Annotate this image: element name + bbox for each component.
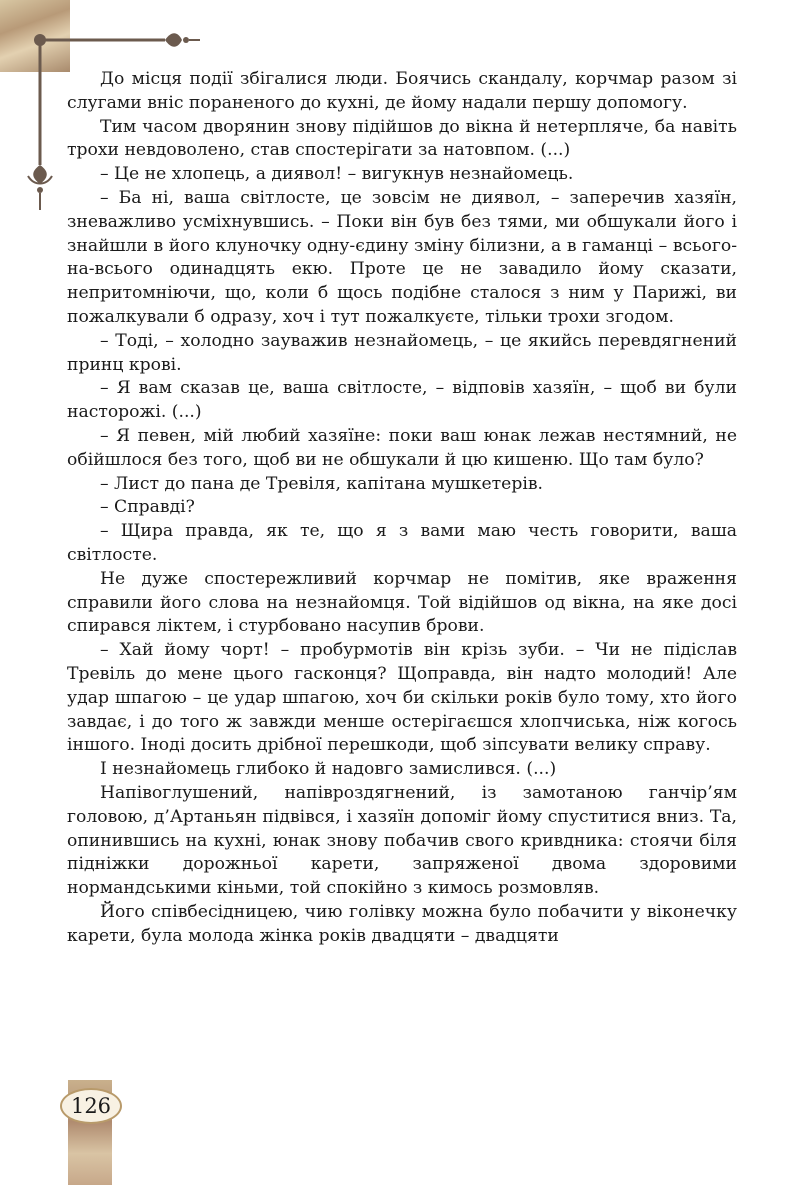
paragraph: – Ба ні, ваша світлосте, це зовсім не диявол, – заперечив хазяїн, зневажливо усміхнувшись. – Поки він був без тями, ми обшукали його і знайшли в його клуночку одну-єдину зміну білизни, а в гаманці – всього-на-всього одинадцять екю. Проте це не завадило йому сказати, непритомніючи, що, коли б щось подібне сталося з ним у Парижі, ви пожалкували б одразу, хоч і тут пожалкуєте, тільки трохи згодом. [67,187,737,327]
paragraph: І незнайомець глибоко й надовго замислився. (...) [100,759,557,780]
paragraph: Напівоглушений, напівроздягнений, із замотаною ганчір’ям головою, д’Артаньян підвівся, і хазяїн допоміг йому спуститися вниз. Та, опинившись на кухні, юнак знову побачив свого кривдника: стоячи біля підніжки дорожньої карети, запряженої двома здоровими нормандськими кіньми, той спокійно з кимось розмовляв. [67,782,737,899]
paragraph: – Я вам сказав це, ваша світлосте, – відповів хазяїн, – щоб ви були насторожі. (...) [67,378,737,423]
paragraph: – Хай йому чорт! – пробурмотів він крізь зуби. – Чи не підіслав Тревіль до мене цього гасконця? Щоправда, він надто молодий! Але удар шпагою – це удар шпагою, хоч би скільки років було тому, хто його завдає, і до того ж завжди менше остерігаєшся хлопчиська, ніж когось іншого. Іноді досить дрібної перешкоди, щоб зіпсувати велику справу. [67,640,737,756]
paragraph: Тим часом дворянин знову підійшов до вікна й нетерпляче, ба навіть трохи невдоволено, став спостерігати за натовпом. (...) [67,116,737,161]
body-text [67,68,737,948]
paragraph: До місця події збігалися люди. Боячись скандалу, корчмар разом зі слугами вніс пораненого до кухні, де йому надали першу допомогу. [67,69,737,113]
paragraph: Його співбесідницею, чию голівку можна було побачити у віконечку карети, була молода жінка років двадцяти – двадцяти [67,901,737,946]
paragraph: – Тоді, – холодно зауважив незнайомець, – це якийсь перевдягнений принц крові. [67,330,737,375]
page-number: 126 [60,1088,122,1124]
paragraph: – Справді? [100,497,195,518]
paragraph: Не дуже спостережливий корчмар не помітив, яке враження справили його слова на незнайомця. Той відійшов од вікна, на яке досі спирався ліктем, і стурбовано насупив брови. [67,568,737,637]
paragraph: – Я певен, мій любий хазяїне: поки ваш юнак лежав нестямний, не обійшлося без того, щоб ви не обшукали й цю кишеню. Що там було? [67,425,737,470]
paragraph: – Це не хлопець, а диявол! – вигукнув незнайомець. [100,164,574,185]
paragraph: – Щира правда, як те, що я з вами маю честь говорити, ваша світлосте. [67,521,737,565]
paragraph: – Лист до пана де Тревіля, капітана мушкетерів. [100,473,543,494]
